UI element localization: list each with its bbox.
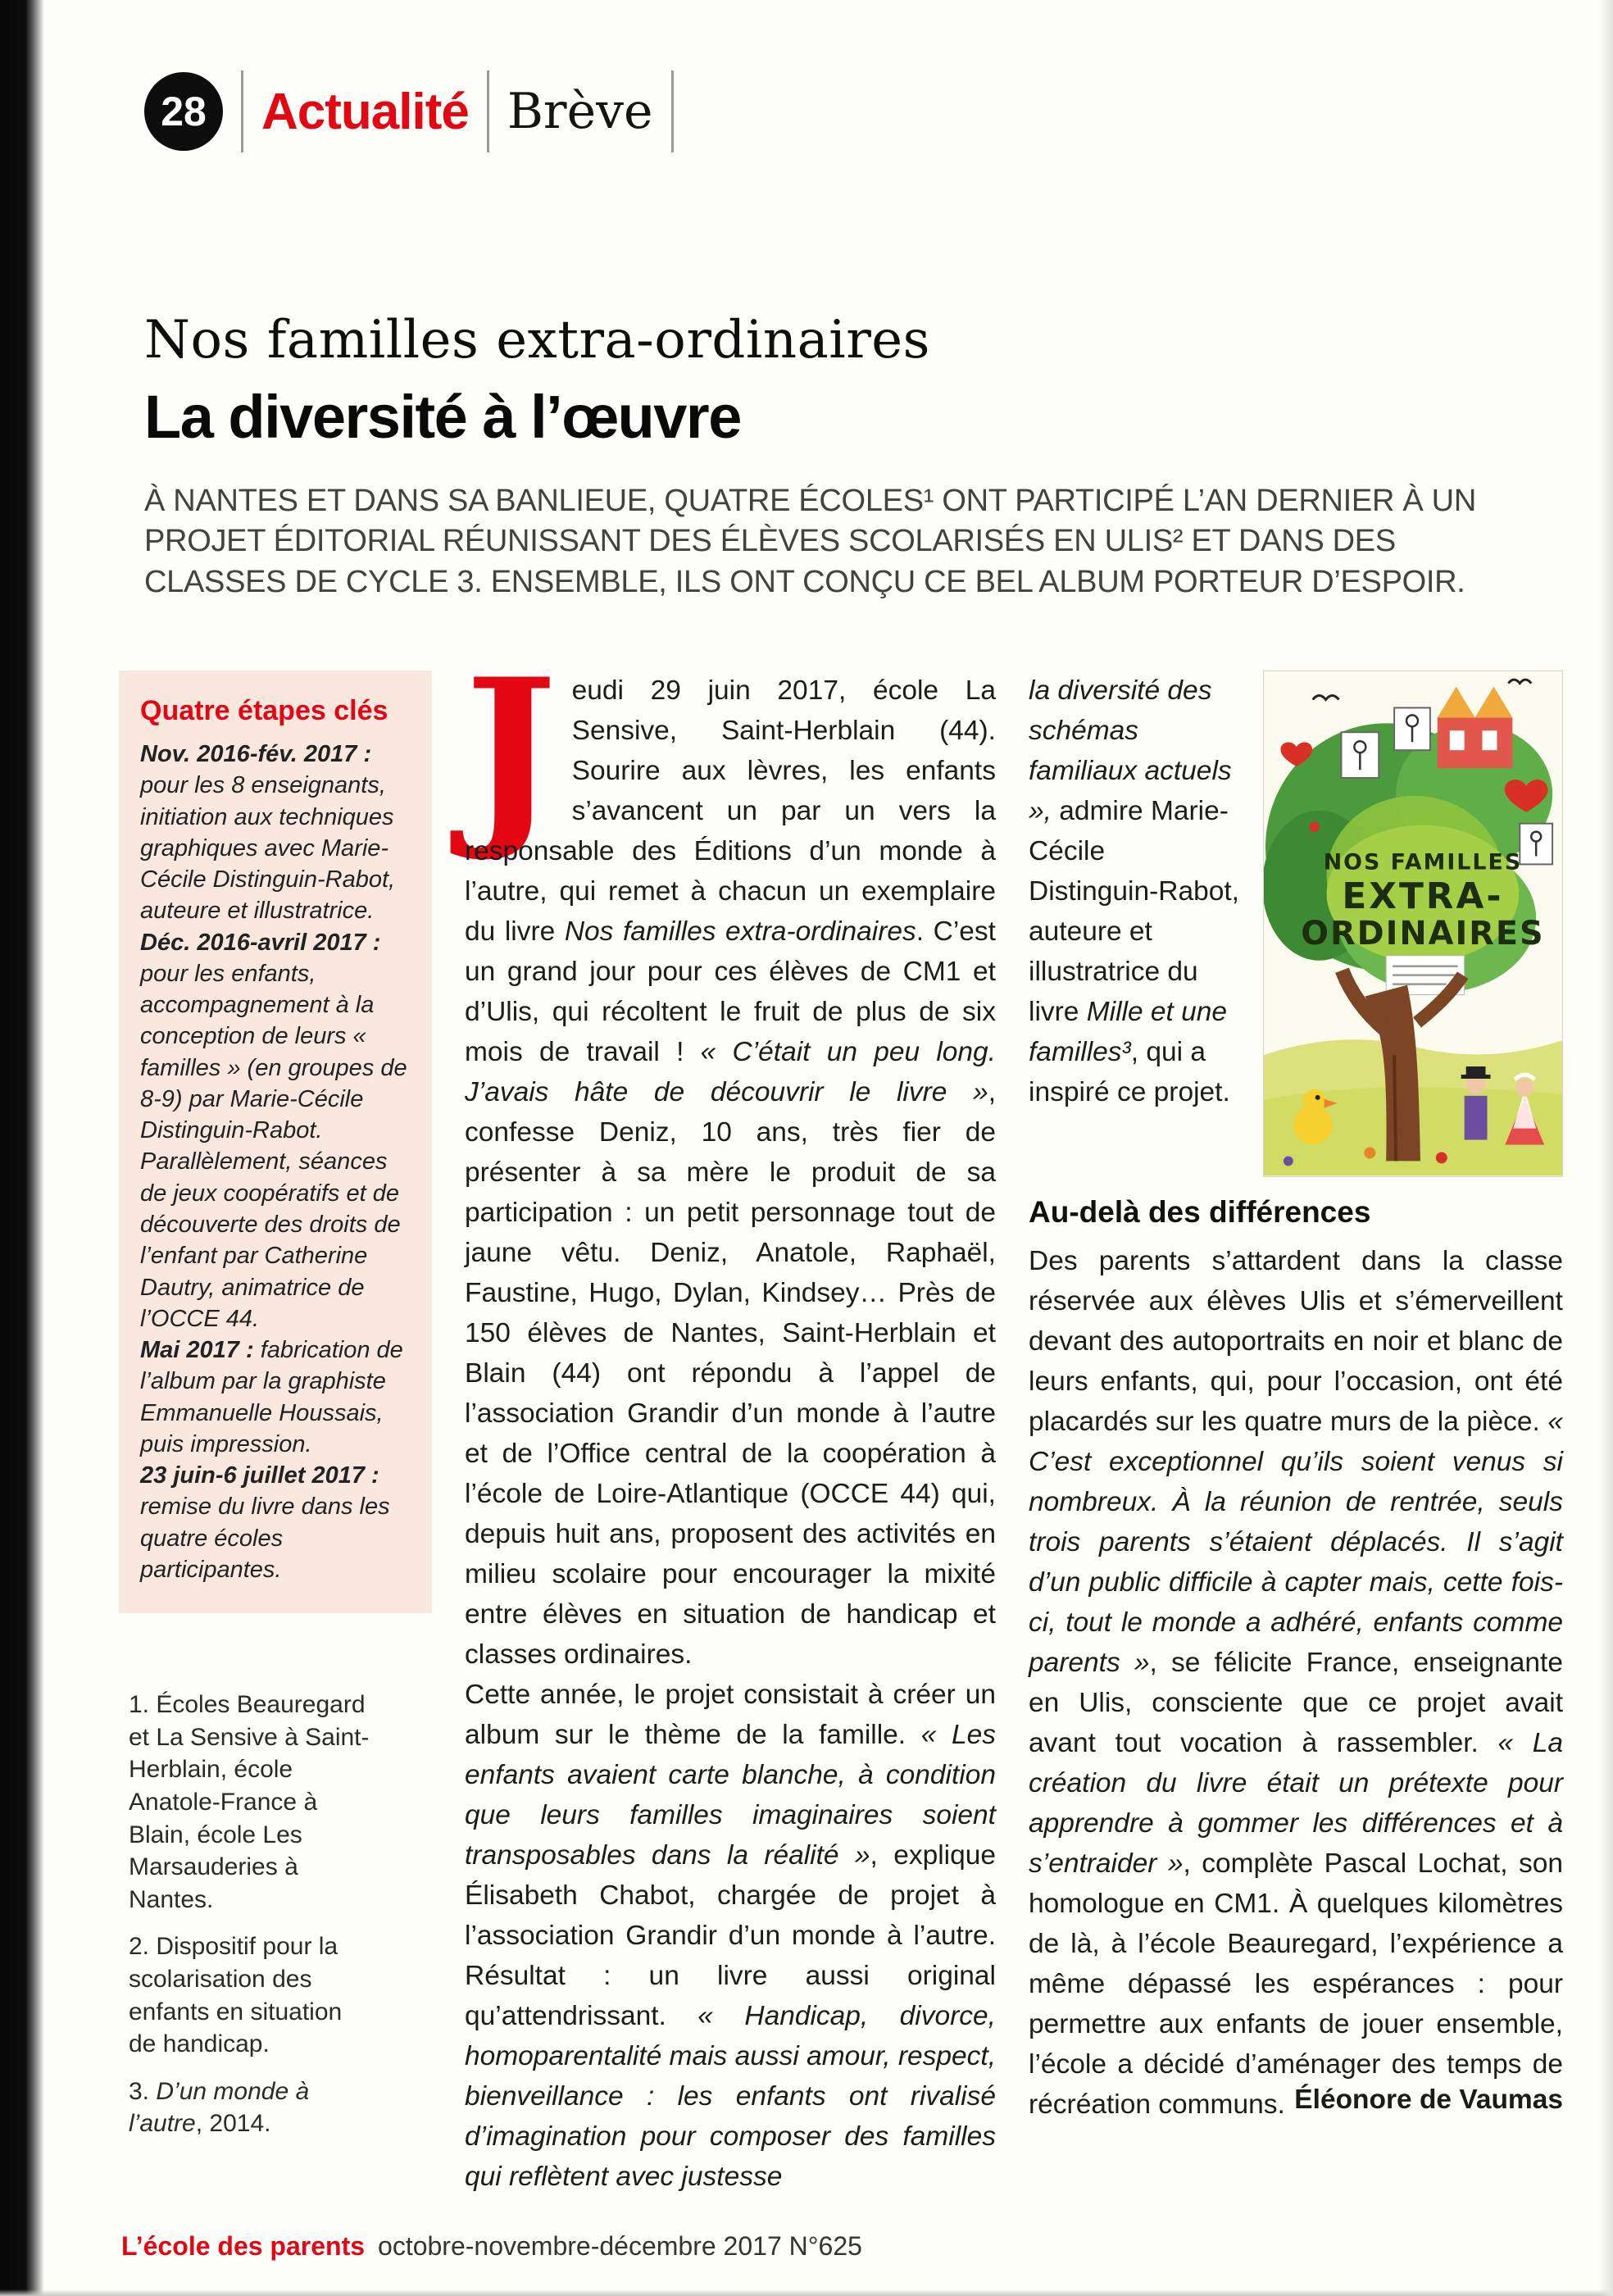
scan-edge-bottom [0,2289,1613,2296]
footnotes [119,1689,375,2140]
issue-info: octobre-novembre-décembre 2017 N°625 [378,2231,862,2261]
book-cover-title-line: ORDINAIRES [1301,914,1545,952]
header-divider [241,70,243,152]
key-steps-title: Quatre étapes clés [140,695,388,726]
groom-character [1461,1066,1491,1140]
page-number-badge: 28 [144,72,223,151]
header-divider [487,70,489,152]
left-column [119,671,432,2197]
magazine-name: L’école des parents [121,2231,366,2261]
article-main-title: La diversité à l’œuvre [144,383,741,451]
subsection-label: Brève [507,83,653,140]
key-step: Mai 2017 : fabrication de l’album par la graphiste Emmanuelle Houssais, puis impression. [140,1337,403,1457]
paragraph-text: eudi 29 juin 2017, école La Sensive, Saint-Herblain (44). Sourire aux lèvres, les enfants s’avancent un par un vers la responsable des Éditions d’un monde à l’autre, qui remet à chacun un exemplaire du livre Nos familles extra-ordinaires. C’est un grand jour pour ces élèves de CM1 et d’Ulis, qui récoltent le fruit de plus de six mois de travail ! « C’était un peu long. J’avais hâte de découvrir le livre », confesse Deniz, 10 ans, très fier de présenter à sa mère le produit de sa participation : un petit personnage tout de jaune vêtu. Deniz, Anatole, Raphaël, Faustine, Hugo, Dylan, Kindsey… Près de 150 élèves de Nantes, Saint-Herblain et Blain (44) ont répondu à l’appel de l’association Grandir d’un monde à l’autre et de l’Office central de la coopération à l’école de Loire-Atlantique (OCCE 44) qui, depuis huit ans, proposent des activités en milieu scolaire pour encourager la mixité entre élèves en situation de handicap et classes ordinaires. [465,675,996,1670]
author-byline: Éléonore de Vaumas [1294,2085,1563,2115]
book-cover-illustration [1264,671,1562,1176]
key-steps-box [119,671,432,1613]
article-body-columns [119,637,1563,2197]
page-footer [121,2231,862,2262]
section-label: Actualité [261,83,469,140]
footnote-3: 3. D’un monde à l’autre, 2014. [129,2077,310,2138]
right-column [1029,671,1563,2197]
footnote-1: 1. Écoles Beauregard et La Sensive à Saint-Herblain, école Anatole-France à Blain, école Les Marsauderies à Nantes. [129,1691,370,1913]
scan-edge-right [1598,0,1613,2296]
section-heading: Au-delà des différences [1029,1195,1371,1229]
key-step: Nov. 2016-fév. 2017 : pour les 8 enseignants, initiation aux techniques graphiques avec Marie-Cécile Distinguin-Rabot, auteure et illustratrice. [140,741,396,925]
key-step: Déc. 2016-avril 2017 : pour les enfants, accompagnement à la conception de leurs « familles » (en groupes de 8-9) par Marie-Cécile Distinguin-Rabot. Parallèlement, séances de jeux coopératifs et de découverte des droits de l’enfant par Catherine Dautry, animatrice de l’OCCE 44. [140,929,407,1332]
article-kicker-title: Nos familles extra-ordinaires [144,310,930,371]
scan-edge-left [0,0,44,2296]
key-step: 23 juin-6 juillet 2017 : remise du livre dans les quatre écoles participantes. [140,1462,390,1583]
book-cover [1263,671,1563,1177]
article-paragraph-3: Des parents s’attardent dans la classe réservée aux élèves Ulis et s’émerveillent devant des autoportraits en noir et blanc de leurs enfants, qui, pour l’occasion, ont été placardés sur les quatre murs de la pièce. « C’est exceptionnel qu’ils soient venus si nombreux. À la réunion de rentrée, seuls trois parents s’étaient déplacés. Il s’agit d’un public difficile à capter mais, cette fois-ci, tout le monde a adhéré, enfants comme parents », se félicite France, enseignante en Ulis, consciente que ce projet avait avant tout vocation à rassembler. « La création du livre était un prétexte pour apprendre à gommer les différences et à s’entraider », complète Pascal Lochat, son homologue en CM1. À quelques kilomètres de là, à l’école Beauregard, l’expérience a même dépassé les espérances : pour permettre aux enfants de jouer ensemble, l’école a décidé d’aménager des temps de récréation communs. [1029,1246,1563,2120]
article-paragraph-1 [465,637,996,1675]
page-header [144,70,692,152]
article-continuation: la diversité des schémas familiaux actuels », admire Marie-Cécile Distinguin-Rabot, auteure et illustratrice du livre Mille et une familles³, qui a inspiré ce projet. [1029,675,1239,1107]
article-paragraph-2: Cette année, le projet consistait à créer un album sur le thème de la famille. « Les enfants avaient carte blanche, à condition que leurs familles imaginaires soient transposables dans la réalité », explique Élisabeth Chabot, chargée de projet à l’association Grandir d’un monde à l’autre. Résultat : un livre aussi original qu’attendrissant. « Handicap, divorce, homoparentalité mais aussi amour, respect, bienveillance : les enfants ont rivalisé d’imagination pour composer des familles qui reflètent avec justesse [465,1680,996,2192]
book-cover-title-line: NOS FAMILLES [1323,849,1523,875]
standfirst: À NANTES ET DANS SA BANLIEUE, QUATRE ÉCOLES¹ ONT PARTICIPÉ L’AN DERNIER À UN PROJET ÉDITORIAL RÉUNISSANT DES ÉLÈVES SCOLARISÉS EN ULIS² ET DANS DES CLASSES DE CYCLE 3. ENSEMBLE, ILS ONT CONÇU CE BEL ALBUM PORTEUR D’ESPOIR. [144,484,1476,599]
header-divider [671,70,674,152]
article-titles [144,310,1554,602]
footnote-2: 2. Dispositif pour la scolarisation des enfants en situation de handicap. [129,1933,343,2058]
right-column-top [1029,671,1563,1177]
drop-cap: J [465,637,557,866]
book-cover-title-line: EXTRA- [1342,875,1504,918]
middle-column [465,637,996,2197]
